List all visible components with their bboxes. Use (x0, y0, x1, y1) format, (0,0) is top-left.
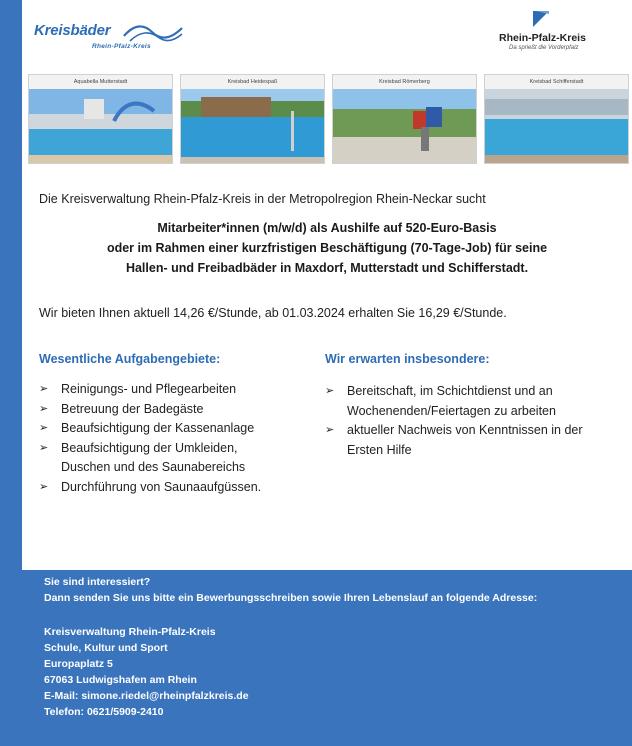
kreisbaeder-logo (34, 20, 184, 60)
footer-instruction: Dann senden Sie uns bitte ein Bewerbungsschreiben sowie Ihren Lebenslauf an folgende Adresse: (44, 592, 538, 604)
rpk-logo-title: Rhein-Pfalz-Kreis (499, 32, 586, 44)
job-headline (22, 218, 632, 278)
wave-icon (122, 22, 184, 44)
address-org: Kreisverwaltung Rhein-Pfalz-Kreis (44, 626, 216, 638)
address-street: Europaplatz 5 (44, 658, 113, 670)
expectations-list (325, 382, 605, 460)
list-item (39, 439, 269, 478)
kreisbaeder-logo-title: Kreisbäder (34, 22, 111, 39)
tasks-list (39, 380, 319, 497)
photo-aquabella (28, 74, 173, 164)
salary-offer: Wir bieten Ihnen aktuell 14,26 €/Stunde, ab 01.03.2024 erhalten Sie 16,29 €/Stunde. (39, 306, 507, 320)
list-item (39, 380, 319, 400)
address-city: 67063 Ludwigshafen am Rhein (44, 674, 197, 686)
outdoor-pool-image (29, 89, 173, 164)
arrow-bullet-icon: ➢ (325, 424, 335, 436)
arrow-bullet-icon: ➢ (325, 385, 335, 397)
outdoor-pool-image (333, 89, 477, 164)
indoor-pool-image (485, 89, 629, 164)
rpk-logo-subtitle: Da sprießt die Vorderpfalz (509, 45, 579, 51)
list-item-text: Betreuung der Badegäste (61, 401, 204, 416)
arrow-bullet-icon: ➢ (39, 383, 49, 395)
list-item (39, 478, 319, 498)
headline-line: Mitarbeiter*innen (m/w/d) als Aushilfe auf 520-Euro-Basis (157, 221, 497, 235)
footer-question: Sie sind interessiert? (44, 576, 151, 588)
photo-caption: Kreisbad Schifferstadt (485, 75, 628, 89)
list-item (325, 382, 585, 421)
list-item-text: Beaufsichtigung der Kassenanlage (61, 421, 255, 435)
headline-line: Hallen- und Freibadbäder in Maxdorf, Mutterstadt und Schifferstadt. (125, 261, 529, 275)
contact-footer (0, 570, 632, 746)
rhein-pfalz-kreis-logo (497, 10, 617, 55)
contact-phone[interactable]: Telefon: 0621/5909-2410 (44, 706, 164, 718)
arrow-bullet-icon: ➢ (39, 402, 49, 415)
list-item (39, 400, 319, 420)
photo-heidespass (180, 74, 325, 164)
list-item-text: Bereitschaft, im Schichtdienst und an Wochenenden/Feiertagen zu arbeiten (347, 384, 556, 418)
list-item (39, 419, 319, 439)
photo-roemerberg (332, 74, 477, 164)
intro-text: Die Kreisverwaltung Rhein-Pfalz-Kreis in der Metropolregion Rhein-Neckar sucht (39, 192, 486, 206)
pool-photo-strip (28, 74, 626, 164)
list-item-text: aktueller Nachweis von Kenntnissen in der Ersten Hilfe (347, 423, 583, 457)
kreisbaeder-logo-subtitle: Rhein-Pfalz-Kreis (92, 43, 151, 50)
list-item-text: Beaufsichtigung der Umkleiden, Duschen und des Saunabereichs (61, 440, 246, 474)
list-item-text: Reinigungs- und Pflegearbeiten (61, 382, 237, 396)
headline-line: oder im Rahmen einer kurzfristigen Beschäftigung (70-Tage-Job) für seine (106, 241, 548, 255)
flag-icon (532, 10, 550, 28)
arrow-bullet-icon: ➢ (39, 441, 49, 454)
photo-caption: Aquabella Mutterstadt (29, 75, 172, 89)
arrow-bullet-icon: ➢ (39, 480, 49, 493)
arrow-bullet-icon: ➢ (39, 422, 49, 434)
contact-email[interactable]: E-Mail: simone.riedel@rheinpfalzkreis.de (44, 690, 249, 702)
photo-schifferstadt (484, 74, 629, 164)
expectations-heading: Wir erwarten insbesondere: (325, 352, 490, 366)
address-dept: Schule, Kultur und Sport (44, 642, 168, 654)
list-item (325, 421, 590, 460)
left-accent-bar (0, 0, 22, 570)
photo-caption: Kreisbad Heidespaß (181, 75, 324, 89)
tasks-heading: Wesentliche Aufgabengebiete: (39, 352, 221, 366)
list-item-text: Durchführung von Saunaaufgüssen. (61, 479, 262, 494)
outdoor-pool-image (181, 89, 325, 164)
photo-caption: Kreisbad Römerberg (333, 75, 476, 89)
